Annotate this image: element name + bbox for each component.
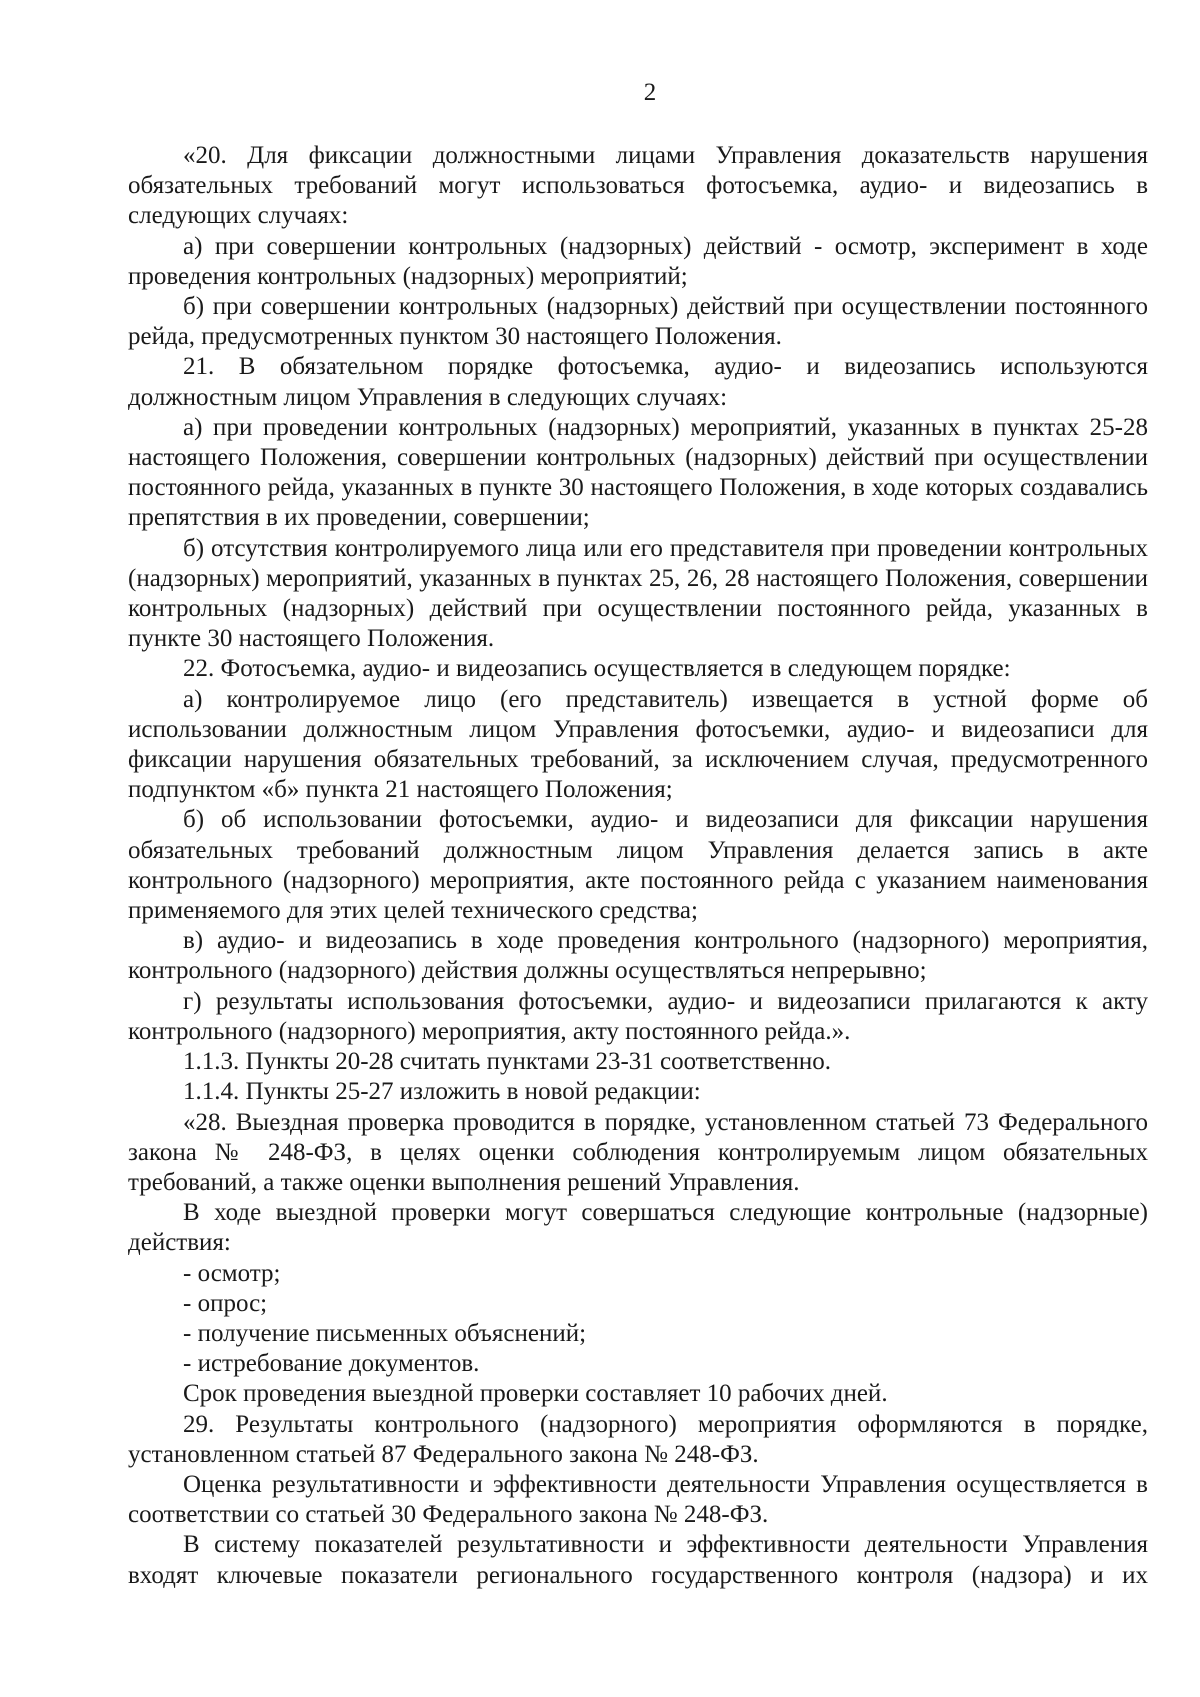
paragraph-22b: б) об использовании фотосъемки, аудио- и видеозаписи для фиксации нарушения обязательных требований должностным лицом Управления делается запись в акте контрольного (надзорного) мероприятия, акте постоянного рейда с указанием наименования применяемого для этих целей технического средства; xyxy=(128,806,1148,925)
paragraph-assessment: Оценка результативности и эффективности деятельности Управления осуществляется в соответствии со статьей 30 Федерального закона № 248-ФЗ. xyxy=(128,1470,1148,1529)
paragraph-21a: а) при проведении контрольных (надзорных) мероприятий, указанных в пунктах 25-28 настоящего Положения, совершении контрольных (надзорных) действий при осуществлении постоянного рейда, указанных в пункте 30 настоящего Положения, в ходе которых создавались препятствия в их проведении, совершении; xyxy=(128,413,1148,532)
paragraph-22a: а) контролируемое лицо (его представитель) извещается в устной форме об использовании должностным лицом Управления фотосъемки, аудио- и видеозаписи для фиксации нарушения обязательных требований, за исключением случая, предусмотренного подпунктом «б» пункта 21 настоящего Положения; xyxy=(128,685,1148,804)
paragraph-indicators: В систему показателей результативности и эффективности деятельности Управления входят ключевые показатели регионального государственного контроля (надзора) и их xyxy=(128,1531,1148,1589)
paragraph-22: 22. Фотосъемка, аудио- и видеозапись осуществляется в следующем порядке: xyxy=(183,655,1011,683)
paragraph-20b: б) при совершении контрольных (надзорных) действий при осуществлении постоянного рейда, предусмотренных пунктом 30 настоящего Положения. xyxy=(128,293,1148,351)
page-number: 2 xyxy=(643,79,657,106)
paragraph-29: 29. Результаты контрольного (надзорного) мероприятия оформляются в порядке, установленном статьей 87 Федерального закона № 248-ФЗ. xyxy=(128,1410,1148,1468)
paragraph-22g: г) результаты использования фотосъемки, аудио- и видеозаписи прилагаются к акту контрольного (надзорного) мероприятия, акту постоянного рейда.». xyxy=(128,987,1148,1045)
paragraph-21: 21. В обязательном порядке фотосъемка, аудио- и видеозапись используются должностным лицом Управления в следующих случаях: xyxy=(128,353,1148,411)
paragraph-20a: а) при совершении контрольных (надзорных) действий - осмотр, эксперимент в ходе проведения контрольных (надзорных) мероприятий; xyxy=(128,232,1148,290)
paragraph-28: «28. Выездная проверка проводится в порядке, установленном статьей 73 Федерального закона № 248-ФЗ, в целях оценки соблюдения контролируемым лицом обязательных требований, а также оценки выполнения решений Управления. xyxy=(128,1108,1148,1196)
paragraph-inspection-term: Срок проведения выездной проверки составляет 10 рабочих дней. xyxy=(183,1380,888,1408)
paragraph-21b: б) отсутствия контролируемого лица или его представителя при проведении контрольных (надзорных) мероприятий, указанных в пунктах 25, 26, 28 настоящего Положения, совершении контрольных (надзорных) действий при осуществлении постоянного рейда, указанных в пункте 30 настоящего Положения. xyxy=(128,534,1148,653)
paragraph-1-1-4: 1.1.4. Пункты 25-27 изложить в новой редакции: xyxy=(183,1078,701,1106)
document-body xyxy=(128,141,1148,1591)
paragraph-1-1-3: 1.1.3. Пункты 20-28 считать пунктами 23-31 соответственно. xyxy=(183,1048,831,1076)
paragraph-20: «20. Для фиксации должностными лицами Управления доказательств нарушения обязательных требований могут использоваться фотосъемка, аудио- и видеозапись в следующих случаях: xyxy=(128,142,1148,230)
list-item-inspection: - осмотр; xyxy=(183,1259,281,1287)
list-item-survey: - опрос; xyxy=(183,1289,268,1317)
list-item-written-explanations: - получение письменных объяснений; xyxy=(183,1319,587,1347)
paragraph-actions-intro: В ходе выездной проверки могут совершаться следующие контрольные (надзорные) действия: xyxy=(128,1199,1148,1257)
list-item-document-request: - истребование документов. xyxy=(183,1350,480,1378)
paragraph-22v: в) аудио- и видеозапись в ходе проведения контрольного (надзорного) мероприятия, контрольного (надзорного) действия должны осуществляться непрерывно; xyxy=(128,927,1148,985)
